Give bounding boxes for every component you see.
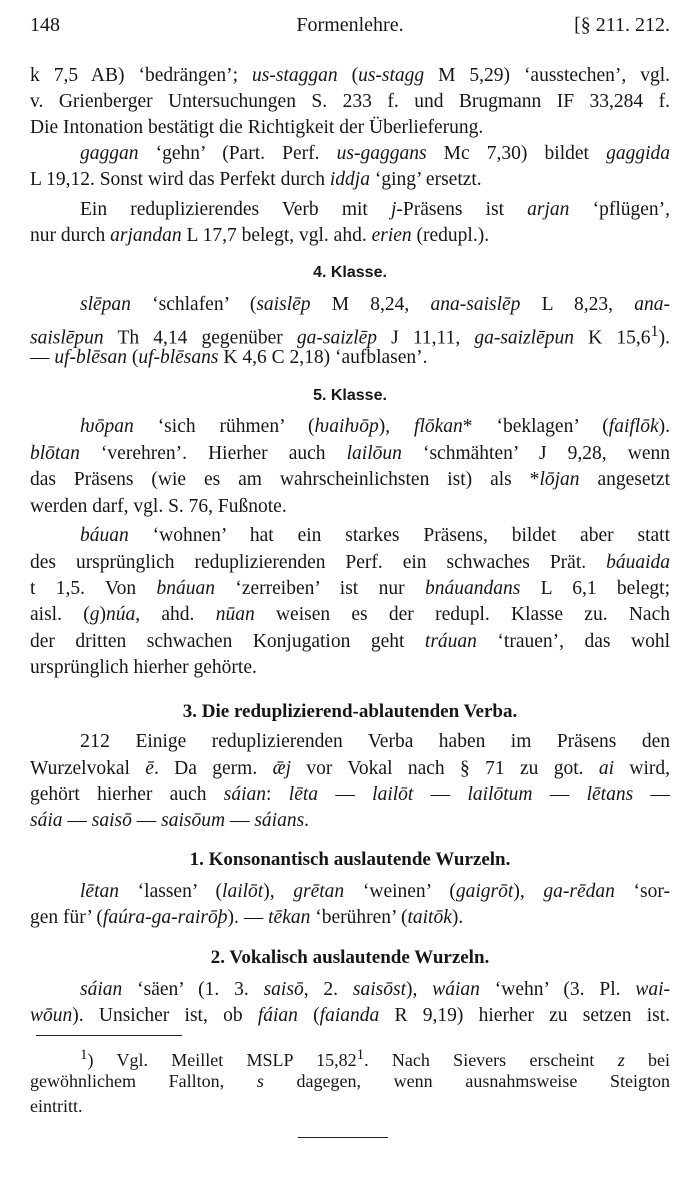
inline-run: flōkan [414, 416, 463, 437]
inline-run: faúra-ga-rairōþ [102, 907, 228, 928]
text-line: Wurzelvokal ē. Da germ. ǣj vor Vokal nach § 71 zu got. ai wird, [30, 758, 671, 779]
text-line: — uf-blēsan (uf-blēsans K 4,6 C 2,18) ‘aufblasen’. [30, 347, 428, 368]
text-line: nur durch arjandan L 17,7 belegt, vgl. ahd. erien (redupl.). [30, 225, 490, 246]
text-line: sáian ‘säen’ (1. 3. saisō, 2. saisōst), wáian ‘wehn’ (3. Pl. wai- [80, 979, 671, 1000]
text-line: blōtan ‘verehren’. Hierher auch lailōun ‘schmähten’ J 9,28, wenn [30, 443, 670, 464]
inline-run: uf-blēsans [138, 347, 219, 368]
text-line: das Präsens (wie es am wahrscheinlichsten ist) als *lōjan angesetzt [30, 469, 670, 490]
inline-run: erien [371, 225, 412, 246]
inline-run: saislēp [256, 294, 311, 315]
inline-run: wōun [30, 1005, 73, 1026]
footnote-line: eintritt. [30, 1096, 83, 1116]
inline-run: sáian [223, 784, 267, 805]
text-line: k 7,5 AB) ‘bedrängen’; us-staggan (us-stagg M 5,29) ‘ausstechen’, vgl. [30, 65, 671, 86]
text-line: v. Grienberger Untersuchungen S. 233 f. und Brugmann IF 33,284 f. [30, 91, 670, 112]
inline-run: g [89, 604, 100, 625]
text-line: ƕōpan ‘sich rühmen’ (ƕaiƕōp), flōkan* ‘beklagen’ (faiflōk). [80, 416, 670, 437]
inline-run: bnáuandans [424, 578, 521, 599]
page-header [30, 6, 670, 40]
inline-run: báuaida [606, 552, 670, 573]
inline-run: lailōt [372, 784, 414, 805]
inline-run: lēta [288, 784, 319, 805]
inline-run: ai [598, 758, 615, 779]
subsection-heading: 2. Vokalisch auslautende Wurzeln. [210, 947, 490, 968]
inline-run: taitōk [407, 907, 452, 928]
inline-run: tráuan [424, 631, 477, 652]
text-line: werden darf, vgl. S. 76, Fußnote. [30, 496, 287, 517]
inline-run: slēpan [80, 294, 131, 315]
inline-run: fáian [257, 1005, 298, 1026]
inline-run: s [256, 1071, 264, 1091]
text-line: L 19,12. Sonst wird das Perfekt durch iddja ‘ging’ ersetzt. [30, 169, 482, 190]
inline-run: 1 [650, 322, 659, 340]
inline-run: ana- [634, 294, 670, 315]
inline-run: sáia [30, 810, 63, 831]
inline-run: ǣj [272, 758, 291, 779]
chapter-heading: 3. Die reduplizierend-ablautenden Verba. [182, 701, 518, 722]
inline-run: ana-saislēp [430, 294, 521, 315]
text-line: ursprünglich hierher gehörte. [30, 657, 257, 678]
inline-run: 212 [80, 730, 110, 752]
inline-run: gaigrōt [455, 881, 514, 902]
text-line: gehört hierher auch sáian: lēta — lailōt — lailōtum — lētans — [30, 784, 670, 805]
text-line: sáia — saisō — saisōum — sáians. [30, 810, 310, 831]
inline-run: sáian [80, 979, 123, 1000]
inline-run: z [617, 1050, 625, 1070]
inline-run: ƕaiƕōp [314, 416, 379, 437]
inline-run: gaggida [606, 143, 670, 164]
subsection-heading: 1. Konsonantisch auslautende Wurzeln. [189, 849, 511, 870]
inline-run: gaggan [80, 143, 139, 164]
section-reference: [§ 211. 212. [574, 14, 670, 36]
text-line: Die Intonation bestätigt die Richtigkeit der Überlieferung. [30, 117, 484, 138]
page-end-rule [298, 1137, 388, 1138]
inline-run: lōjan [539, 469, 580, 490]
inline-run: us-gaggans [336, 143, 427, 164]
inline-run: us-staggan [252, 65, 338, 86]
text-line: slēpan ‘schlafen’ (saislēp M 8,24, ana-saislēp L 8,23, ana- [80, 294, 670, 315]
inline-run: 1 [356, 1047, 365, 1063]
section-heading: 4. Klasse. [313, 264, 387, 281]
inline-run: ga-rēdan [543, 881, 615, 902]
inline-run: nūan [215, 604, 255, 625]
text-line: t 1,5. Von bnáuan ‘zerreiben’ ist nur bnáuandans L 6,1 belegt; [30, 578, 670, 599]
inline-run: arjandan [110, 225, 182, 246]
footnote-separator [36, 1035, 182, 1036]
inline-run: arjan [527, 199, 570, 220]
text-line: des ursprünglich reduplizierenden Perf. ein schwaches Prät. báuaida [30, 552, 670, 573]
inline-run: tēkan [268, 907, 311, 928]
inline-run: saisō [263, 979, 304, 1000]
text-line: gen für’ (faúra-ga-rairōþ). — tēkan ‘berühren’ (taitōk). [30, 907, 464, 928]
inline-run: blōtan [30, 443, 80, 464]
page-number: 148 [30, 14, 60, 36]
inline-run: ē [145, 758, 154, 779]
inline-run: saisōum [161, 810, 226, 831]
text-line: saislēpun Th 4,14 gegenüber ga-saizlēp J 11,11, ga-saizlēpun K 15,6$^1$). [30, 322, 670, 349]
inline-run: ga-saizlēpun [474, 327, 574, 349]
inline-run: lētan [80, 881, 119, 902]
inline-run: lailōtum [467, 784, 533, 805]
inline-run: faiflōk [608, 416, 659, 437]
running-head: Formenlehre. [296, 14, 404, 36]
text-line: lētan ‘lassen’ (lailōt), grētan ‘weinen’ (gaigrōt), ga-rēdan ‘sor- [80, 881, 670, 902]
footnote-line: $^1$) Vgl. Meillet MSLP 15,82$^1$. Nach Sievers erscheint z bei [80, 1047, 670, 1070]
inline-run: lailōun [346, 443, 402, 464]
inline-run: bnáuan [156, 578, 215, 599]
inline-run: wáian [432, 979, 480, 1000]
inline-run: iddja [329, 169, 370, 190]
text-line: báuan ‘wohnen’ hat ein starkes Präsens, bildet aber statt [80, 525, 670, 546]
inline-run: 1 [80, 1047, 88, 1063]
inline-run: báuan [80, 525, 129, 546]
text-line: der dritten schwachen Konjugation geht tráuan ‘trauen’, das wohl [30, 631, 670, 652]
inline-run: us-stagg [358, 65, 425, 86]
inline-run: grētan [293, 881, 345, 902]
footnote-line: gewöhnlichem Fallton, s dagegen, wenn ausnahmsweise Steigton [30, 1071, 670, 1091]
inline-run: saisōst [352, 979, 407, 1000]
inline-run: wai- [635, 979, 671, 1000]
text-line: gaggan ‘gehn’ (Part. Perf. us-gaggans Mc 7,30) bildet gaggida [80, 143, 670, 164]
inline-run: uf-blēsan [54, 347, 127, 368]
inline-run: faianda [319, 1005, 380, 1026]
inline-run: ga-saizlēp [296, 327, 378, 349]
inline-run: saislēpun [30, 327, 104, 349]
text-line: aisl. (g)núa, ahd. nūan weisen es der redupl. Klasse zu. Nach [30, 604, 670, 625]
section-heading: 5. Klasse. [313, 387, 387, 404]
inline-run: sáians [254, 810, 305, 831]
inline-run: lētans [586, 784, 634, 805]
inline-run: ƕōpan [80, 416, 134, 437]
inline-run: j [390, 199, 397, 220]
inline-run: núa [105, 604, 136, 625]
text-line: Ein reduplizierendes Verb mit j-Präsens ist arjan ‘pflügen’, [80, 199, 671, 220]
inline-run: saisō [91, 810, 132, 831]
inline-run: lailōt [222, 881, 264, 902]
text-line: 212 Einige reduplizierenden Verba haben im Präsens den [80, 730, 670, 752]
text-line: wōun). Unsicher ist, ob fáian (faianda R 9,19) hierher zu setzen ist. [30, 1005, 671, 1026]
